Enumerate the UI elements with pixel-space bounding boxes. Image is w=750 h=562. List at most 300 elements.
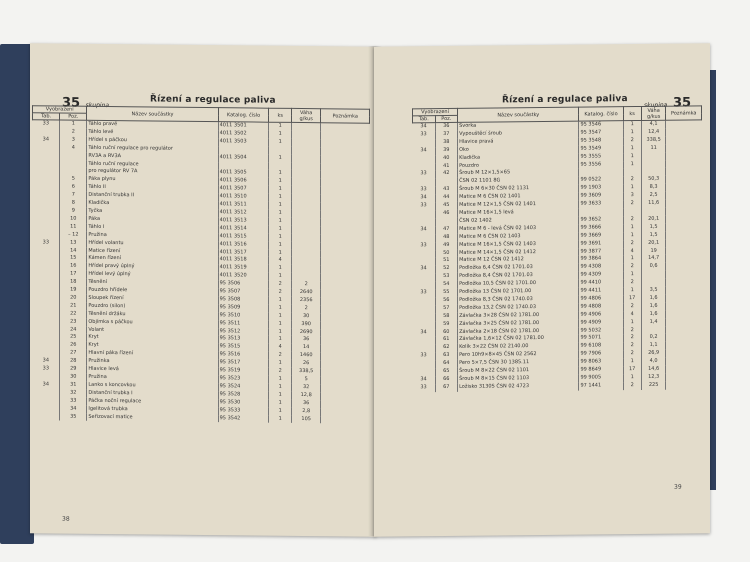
cell-ks: 4 [269, 344, 291, 352]
cell-ks: 2 [623, 303, 641, 311]
cell-poz: 51 [435, 257, 458, 265]
cell-poz: 40 [435, 155, 458, 163]
cell-nazev: Táhlo ruční regulace pro regulátor [87, 145, 218, 154]
cell-vaha: 26,9 [641, 350, 666, 358]
cell-katalog: 99 4309 [579, 271, 623, 279]
cell-vaha: 4,1 [641, 120, 666, 129]
cell-ks: 2 [623, 263, 641, 271]
cell-vaha [291, 122, 321, 131]
cell-katalog: 4011 3505 [218, 170, 269, 178]
cell-poz: 2 [60, 128, 87, 136]
cell-tab [413, 297, 436, 305]
cell-nazev: Lanko s koncovkou [87, 382, 218, 391]
cell-ks: 1 [269, 328, 291, 336]
cell-ks: 1 [269, 297, 291, 305]
cell-nazev: Podložka 13 ČSN 02 1701.00 [458, 288, 579, 297]
cell-tab: 33 [420, 170, 427, 177]
cell-nazev: Pouzdro hřídele [87, 287, 218, 296]
col-header-vyobrazeni: Vyobrazení [413, 108, 458, 115]
cell-katalog: 95 3519 [218, 367, 269, 375]
cell-poz: 6 [60, 184, 87, 192]
cell-ks: 2 [623, 176, 641, 184]
cell-nazev: ČSN 02 1402 [458, 216, 579, 225]
cell-ks: 1 [269, 241, 291, 249]
cell-vaha: 1460 [291, 352, 321, 360]
cell-poz: 61 [435, 336, 458, 344]
cell-poz: 65 [435, 368, 458, 376]
cell-tab [413, 368, 436, 376]
cell-tab: 34 [420, 194, 427, 201]
cell-vaha: 32 [291, 384, 321, 392]
cell-ks: 1 [269, 415, 291, 423]
col-header-katalog: Katalog. číslo [579, 107, 623, 121]
cell-ks: 2 [623, 350, 641, 358]
cell-vaha: 225 [641, 382, 666, 390]
cell-tab [413, 210, 436, 218]
cell-katalog: 99 5032 [579, 327, 623, 335]
cell-poz: 43 [435, 186, 458, 194]
cell-katalog: 99 9005 [579, 374, 623, 382]
cell-poz: 48 [435, 234, 458, 242]
cell-nazev: Těsnění držáku [87, 311, 218, 320]
cell-katalog: 4011 3504 [218, 154, 269, 162]
cell-poz: 5 [60, 176, 87, 184]
cell-poz: 4 [60, 144, 87, 152]
cell-poz: 28 [60, 358, 87, 366]
cell-poz: 13 [60, 239, 87, 247]
cell-tab [413, 337, 436, 345]
cell-nazev: Igelitová trubka [87, 405, 218, 414]
cell-katalog: 95 3508 [218, 296, 269, 304]
cell-katalog: 99 3633 [579, 200, 623, 208]
cell-poz: 23 [60, 318, 87, 326]
cell-nazev: Hřídel volantu [87, 239, 218, 248]
cell-vaha: 14,6 [641, 366, 666, 374]
cell-vaha: 8,3 [641, 184, 666, 192]
cell-nazev: Pouzdro (silon) [87, 303, 218, 312]
cell-nazev: Kladička [458, 153, 579, 162]
cell-poz: 15 [60, 255, 87, 263]
cell-ks: 1 [269, 312, 291, 320]
cell-katalog: 95 3533 [218, 407, 269, 415]
cell-vaha: 20,1 [641, 239, 666, 247]
cell-tab: 34 [420, 376, 427, 383]
cell-nazev: Distanční trubka I [87, 390, 218, 399]
cell-tab: 33 [420, 289, 427, 296]
cell-vaha: 5 [291, 376, 321, 384]
cell-poz: 27 [60, 350, 87, 358]
cell-poz: 49 [435, 241, 458, 249]
cell-nazev: Hřídel pravý úplný [87, 263, 218, 272]
cell-katalog: 99 8649 [579, 366, 623, 374]
cell-vaha: 1,6 [641, 295, 666, 303]
cell-nazev: Hlavice pravá [458, 137, 579, 146]
cell-ks: 1 [623, 120, 641, 129]
cell-katalog: 95 3516 [218, 351, 269, 359]
parts-table-right [412, 105, 702, 392]
cell-katalog: 99 4308 [579, 263, 623, 271]
cell-katalog: 95 3515 [218, 344, 269, 352]
col-header-poz: Poz. [435, 115, 458, 122]
cell-ks: 17 [623, 295, 641, 303]
cell-nazev: Pružinka [87, 358, 218, 367]
cell-ks: 2 [623, 342, 641, 350]
cell-katalog: 95 3513 [218, 336, 269, 344]
col-header-vaha: Váha g/kus [291, 108, 321, 122]
cell-tab: 33 [42, 365, 50, 372]
cell-ks [623, 168, 641, 176]
cell-poz: 66 [435, 376, 458, 384]
cell-nazev: Páčka noční regulace [87, 398, 218, 407]
cell-nazev: Pouzdro [458, 161, 579, 170]
cell-nazev: Podložka 8,4 ČSN 02 1701.03 [458, 272, 579, 281]
cell-poz: 37 [435, 131, 458, 139]
cell-nazev: Táhlo II [87, 184, 218, 193]
group-number: 35 [672, 95, 692, 111]
cell-poz: 35 [60, 413, 87, 421]
cell-katalog: 99 5071 [579, 335, 623, 343]
cell-nazev: Podložka 6,4 ČSN 02 1701.03 [458, 264, 579, 273]
cell-vaha: 1,1 [641, 342, 666, 350]
cell-katalog: 95 3509 [218, 304, 269, 312]
cell-katalog: 99 0522 [579, 176, 623, 184]
cell-nazev: Oko [458, 145, 579, 154]
cell-nazev: Objímka s páčkou [87, 318, 218, 327]
cell-nazev: Šroub M 12×1,5×65 [458, 169, 579, 178]
cell-nazev: Distanční trubka II [87, 192, 218, 201]
cell-poz: 42 [435, 170, 458, 178]
cell-nazev: Tyčka [87, 208, 218, 217]
cell-ks: 2 [623, 200, 641, 208]
cell-nazev: Kámen řízení [87, 255, 218, 264]
cell-vaha: 1,5 [641, 231, 666, 239]
cell-poz: 7 [60, 192, 87, 200]
cell-ks: 2 [623, 327, 641, 335]
cell-vaha: 338,5 [291, 368, 321, 376]
cell-vaha: 2 [291, 281, 321, 289]
cell-nazev: Těsnění [87, 279, 218, 288]
cell-nazev: Hlavní páka řízení [87, 350, 218, 359]
cell-ks: 2 [623, 137, 641, 145]
cell-nazev: Táhlo levé [87, 129, 218, 138]
cell-ks: 1 [269, 320, 291, 328]
col-header-vyobrazeni: Vyobrazení [33, 106, 87, 114]
cell-ks: 4 [623, 311, 641, 319]
cell-vaha: 0,2 [641, 334, 666, 342]
cell-nazev: Svorka [458, 121, 579, 131]
cell-nazev: Matice M 14×1,5 ČSN 02 1412 [458, 248, 579, 257]
cell-nazev: Páka plynu [87, 176, 218, 185]
cell-nazev: Táhlo pravé [87, 120, 218, 130]
cell-poz: 47 [435, 226, 458, 234]
cell-katalog: 4011 3518 [218, 257, 269, 265]
cell-tab [413, 281, 436, 289]
cell-poz: 58 [435, 313, 458, 321]
cell-ks: 1 [623, 153, 641, 161]
cell-poz [435, 178, 458, 186]
cell-pozn [321, 416, 370, 424]
cell-poz: 46 [435, 210, 458, 218]
cell-nazev: Táhlo I [87, 224, 218, 233]
cell-nazev: Ložisko 3130S ČSN 02 4723 [458, 383, 579, 392]
cell-vaha: 20,1 [641, 216, 666, 224]
cell-katalog: 4011 3507 [218, 185, 269, 193]
cell-nazev: Podložka 10,5 ČSN 02 1701.00 [458, 280, 579, 289]
cell-nazev: Závlačka 2×18 ČSN 02 1781.00 [458, 327, 579, 336]
cell-poz: 22 [60, 310, 87, 318]
cell-katalog: 4011 3512 [218, 209, 269, 217]
col-header-ks: ks [623, 106, 641, 120]
cell-nazev: RV3A a RV3A [87, 152, 218, 161]
cell-katalog: 99 7906 [579, 350, 623, 358]
cell-katalog: 95 3546 [579, 121, 623, 130]
cell-katalog: 95 3524 [218, 383, 269, 391]
cell-katalog: 99 4909 [579, 319, 623, 327]
cell-poz: 21 [60, 302, 87, 310]
cell-katalog: 99 4808 [579, 303, 623, 311]
cell-poz: 56 [435, 297, 458, 305]
cell-vaha: 2690 [291, 328, 321, 336]
cell-tab: 34 [420, 328, 427, 335]
cell-vaha: 12,8 [291, 392, 321, 400]
cell-ks: 1 [269, 186, 291, 194]
cell-poz: 44 [435, 194, 458, 202]
cell-ks: 1 [269, 233, 291, 241]
cell-tab: 34 [420, 225, 427, 233]
col-header-vaha: Váha g/kus [641, 106, 666, 120]
cell-nazev: Volant [87, 326, 218, 335]
cell-ks: 2 [623, 216, 641, 224]
cell-katalog: 95 3528 [218, 391, 269, 399]
cell-poz: 38 [435, 139, 458, 147]
cell-katalog: 95 3547 [579, 129, 623, 137]
cell-ks: 1 [269, 399, 291, 407]
cell-poz [435, 218, 458, 226]
cell-tab: 34 [420, 123, 427, 130]
cell-vaha: 390 [291, 321, 321, 329]
cell-katalog: 99 4906 [579, 311, 623, 319]
cell-nazev: Matice M 16×1,5 ČSN 02 1403 [458, 240, 579, 249]
cell-tab [413, 344, 436, 352]
cell-ks: 1 [269, 384, 291, 392]
cell-ks: 1 [269, 218, 291, 226]
cell-ks: 4 [623, 247, 641, 255]
cell-katalog: 95 3512 [218, 328, 269, 336]
cell-ks: 1 [623, 255, 641, 263]
cell-vaha: 3,5 [641, 287, 666, 295]
cell-poz: 59 [435, 321, 458, 329]
cell-poz: 54 [435, 281, 458, 289]
cell-poz: 29 [60, 366, 87, 374]
cell-ks: 1 [623, 129, 641, 137]
cell-ks: 1 [269, 210, 291, 218]
col-header-tab: Tab. [413, 116, 436, 123]
cell-vaha: 1,4 [641, 318, 666, 326]
cell-poz: 3 [60, 136, 87, 144]
cell-nazev: Pero 10h9×8×45 ČSN 02 2562 [458, 351, 579, 360]
cell-poz: 14 [60, 247, 87, 255]
cell-ks: 1 [269, 122, 291, 131]
cell-katalog: 4011 3502 [218, 130, 269, 138]
cell-ks: 1 [269, 336, 291, 344]
cell-vaha: 19 [641, 247, 666, 255]
cell-katalog: 99 3691 [579, 240, 623, 248]
cell-ks: 1 [269, 225, 291, 233]
cell-ks: 1 [623, 224, 641, 232]
cell-nazev: Seřizovací matice [87, 413, 218, 422]
cell-vaha: 14,7 [641, 255, 666, 263]
cell-nazev: Pero 5×7,5 ČSN 30 1385.11 [458, 359, 579, 368]
cell-poz: 9 [60, 207, 87, 215]
cell-vaha: 1,5 [641, 223, 666, 231]
cell-ks [623, 208, 641, 216]
cell-ks: 1 [623, 184, 641, 192]
cell-ks: 1 [269, 170, 291, 178]
cell-poz: 41 [435, 162, 458, 170]
cell-tab: 33 [420, 384, 427, 391]
cell-ks: 1 [623, 319, 641, 327]
cell-katalog: 4011 3516 [218, 241, 269, 249]
cell-poz: 34 [60, 405, 87, 413]
cell-tab: 34 [42, 381, 50, 388]
cell-poz: 17 [60, 271, 87, 279]
cell-poz: 64 [435, 360, 458, 368]
cell-nazev: Podložka 8,3 ČSN 02 1740.03 [458, 296, 579, 305]
cell-poz: 31 [60, 381, 87, 389]
cell-tab: 33 [42, 238, 50, 245]
cell-katalog: 99 8063 [579, 358, 623, 366]
cell-tab [413, 234, 436, 242]
cell-nazev: Šroub M 6×30 ČSN 02 1131 [458, 185, 579, 194]
cell-ks [269, 162, 291, 170]
cell-tab: 34 [42, 357, 50, 364]
cell-katalog: 99 1903 [579, 184, 623, 192]
col-header-poz: Poz. [60, 113, 87, 120]
cell-katalog: 95 3556 [579, 161, 623, 169]
cell-katalog: 97 1441 [579, 382, 623, 390]
cell-katalog: 95 3507 [218, 288, 269, 296]
page-title: Řízení a regulace paliva [502, 94, 628, 106]
cell-tab: 33 [42, 120, 50, 127]
cell-vaha: 11,6 [641, 200, 666, 208]
cell-nazev: ČSN 02 1101 8G [458, 177, 579, 186]
cell-katalog: 95 3549 [579, 145, 623, 153]
col-header-tab: Tab. [33, 113, 60, 120]
cell-ks: 1 [269, 392, 291, 400]
cell-poz: 20 [60, 294, 87, 302]
cell-nazev: Šroub M 8×15 ČSN 02 1103 [458, 375, 579, 384]
cell-poz: 18 [60, 279, 87, 287]
cell-ks: 2 [623, 240, 641, 248]
cell-katalog: 4011 3517 [218, 249, 269, 257]
cell-poz: 63 [435, 352, 458, 360]
cell-ks: 17 [623, 366, 641, 374]
cell-katalog: 99 3666 [579, 224, 623, 232]
cell-ks: 1 [623, 232, 641, 240]
cell-poz: 8 [60, 200, 87, 208]
cell-poz: 60 [435, 328, 458, 336]
cell-nazev: Podložka 13,2 ČSN 02 1740.03 [458, 303, 579, 312]
cell-vaha: 36 [291, 400, 321, 408]
cell-vaha: 1,6 [641, 310, 666, 318]
page-number-left: 38 [62, 515, 70, 523]
cell-katalog: 4011 3520 [218, 272, 269, 280]
cell-tab [413, 273, 436, 281]
group-word: skupina [85, 101, 110, 110]
cell-poz: 11 [60, 223, 87, 231]
cell-katalog: 95 3517 [218, 359, 269, 367]
cell-ks: 1 [623, 287, 641, 295]
cell-katalog: 99 3652 [579, 216, 623, 224]
cell-katalog: 99 4806 [579, 295, 623, 303]
cell-katalog: 4011 3506 [218, 178, 269, 186]
cell-tab [413, 218, 436, 226]
cell-tab: 34 [420, 265, 427, 272]
cell-katalog: 95 3555 [579, 153, 623, 161]
col-header-nazev: Název součástky [87, 106, 218, 121]
cell-katalog: 95 3523 [218, 375, 269, 383]
cell-ks: 4 [269, 257, 291, 265]
cell-ks: 1 [269, 360, 291, 368]
cell-katalog: 95 3530 [218, 399, 269, 407]
cell-nazev: Matice M 6 - levá ČSN 02 1403 [458, 224, 579, 233]
cell-katalog: 4011 3511 [218, 201, 269, 209]
cell-tab [413, 360, 436, 368]
cell-poz: 53 [435, 273, 458, 281]
cell-vaha: 14 [291, 344, 321, 352]
cell-katalog: 99 3864 [579, 256, 623, 264]
cell-vaha: 26 [291, 360, 321, 368]
cell-katalog: 4011 3510 [218, 193, 269, 201]
col-header-poznamka: Poznámka [666, 106, 702, 120]
cell-tab [413, 139, 436, 147]
cell-poz: 32 [60, 389, 87, 397]
cell-katalog: 95 3511 [218, 320, 269, 328]
cell-vaha: 2640 [291, 289, 321, 297]
cell-katalog: 99 4411 [579, 287, 623, 295]
cell-nazev: Matice M 6 ČSN 02 1403 [458, 232, 579, 241]
cell-katalog: 99 3877 [579, 248, 623, 256]
cell-tab: 34 [420, 146, 427, 153]
cell-tab [413, 258, 436, 266]
cell-tab [413, 250, 436, 258]
cell-nazev: Matice M 12×1,5 ČSN 02 1401 [458, 201, 579, 210]
cell-ks: 2 [269, 352, 291, 360]
cell-ks: 1 [623, 160, 641, 168]
cell-nazev: Páka [87, 216, 218, 225]
cell-katalog: 99 4410 [579, 279, 623, 287]
cell-katalog: 4011 3515 [218, 233, 269, 241]
cell-vaha: 2 [291, 305, 321, 313]
cell-tab: 33 [420, 186, 427, 193]
cell-poz: 24 [60, 326, 87, 334]
cell-vaha: 2,8 [291, 408, 321, 416]
group-word: skupina [644, 101, 668, 109]
cell-vaha: 105 [291, 415, 321, 423]
cell-vaha: 11 [641, 144, 666, 152]
cell-ks: 1 [269, 131, 291, 139]
cell-tab [413, 313, 436, 321]
cell-ks: 2 [269, 289, 291, 297]
cell-nazev: Závlačka 3×28 ČSN 02 1781.00 [458, 311, 579, 320]
cell-ks: 1 [269, 178, 291, 186]
cell-ks: 2 [269, 281, 291, 289]
cell-tab [413, 305, 436, 313]
cell-poz: 26 [60, 342, 87, 350]
cell-poz: 67 [435, 384, 458, 392]
cell-ks: 2 [623, 334, 641, 342]
cell-tab [33, 413, 60, 421]
